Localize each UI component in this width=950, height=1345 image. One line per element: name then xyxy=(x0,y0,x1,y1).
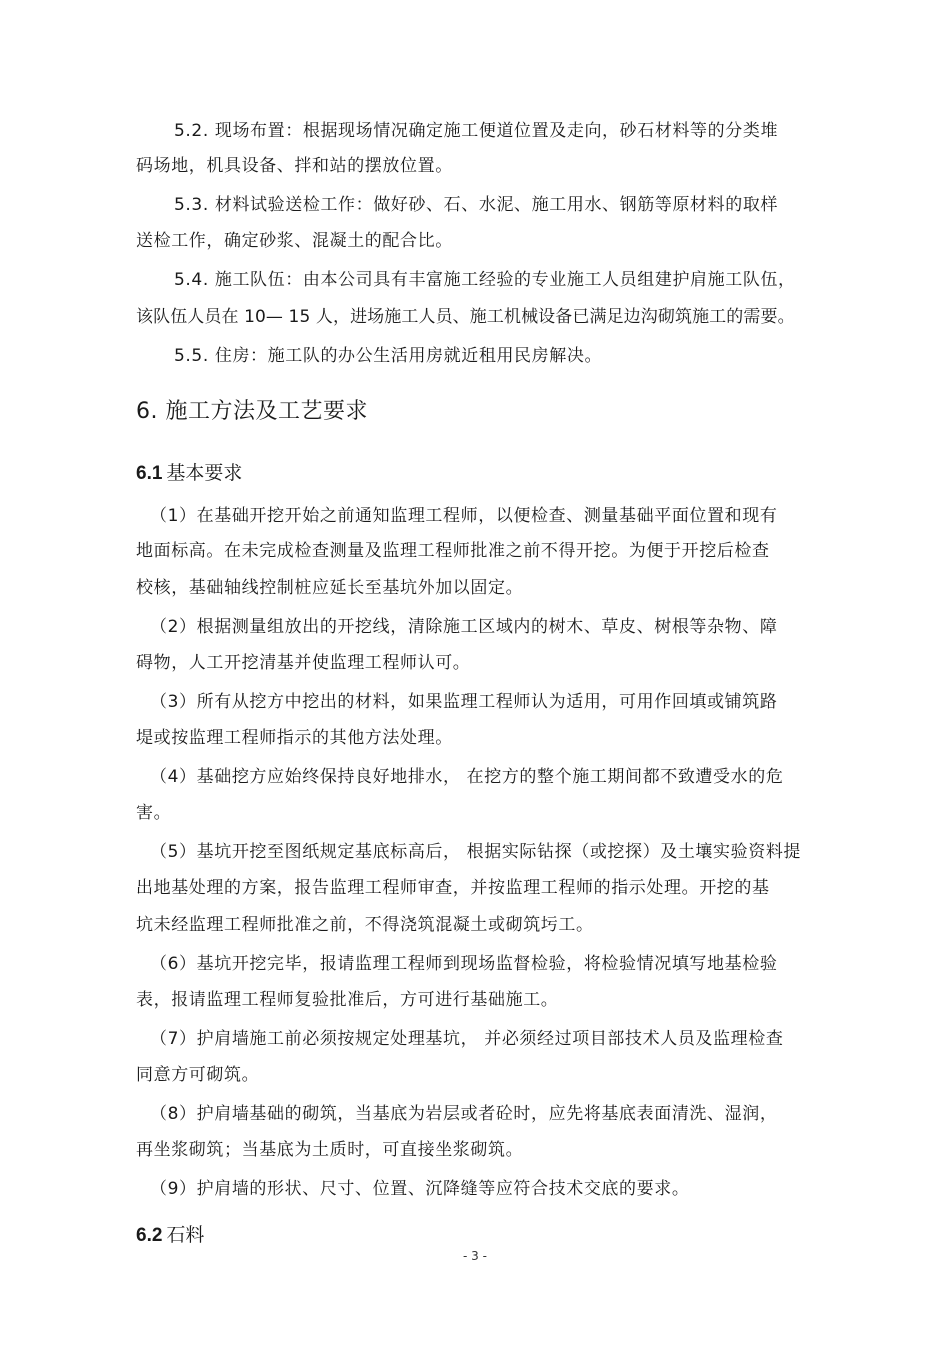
section-heading: 6. 施工方法及工艺要求 xyxy=(136,399,368,424)
text-line: 碍物，人工开挖清基并使监理工程师认可。 xyxy=(136,653,471,673)
text-line: 表，报请监理工程师复验批准后，方可进行基础施工。 xyxy=(136,990,559,1010)
text-line: （5）基坑开挖至图纸规定基底标高后， 根据实际钻探（或挖探）及土壤实验资料提 xyxy=(150,842,802,862)
subsection-heading xyxy=(136,1221,204,1250)
text-line: 5.4. 施工队伍：由本公司具有丰富施工经验的专业施工人员组建护肩施工队伍， xyxy=(174,270,796,290)
text-line: 同意方可砌筑。 xyxy=(136,1065,260,1085)
text-line: 该队伍人员在 10— 15 人，进场施工人员、施工机械设备已满足边沟砌筑施工的需要。 xyxy=(136,307,795,327)
page-number: - 3 - xyxy=(463,1249,487,1263)
text-line: （1）在基础开挖开始之前通知监理工程师，以便检查、测量基础平面位置和现有 xyxy=(150,506,778,526)
subsection-number: 6.1 xyxy=(136,463,163,484)
text-line: 害。 xyxy=(136,803,172,823)
text-line: （6）基坑开挖完毕，报请监理工程师到现场监督检验，将检验情况填写地基检验 xyxy=(150,954,778,974)
subsection-number: 6.2 xyxy=(136,1225,163,1246)
subsection-heading xyxy=(136,459,242,488)
text-line: 堤或按监理工程师指示的其他方法处理。 xyxy=(136,728,453,748)
text-line: 码场地，机具设备、拌和站的摆放位置。 xyxy=(136,156,453,176)
text-line: 地面标高。在未完成检查测量及监理工程师批准之前不得开挖。为便于开挖后检查 xyxy=(136,541,770,561)
text-line: 送检工作，确定砂浆、混凝土的配合比。 xyxy=(136,231,453,251)
text-line: 坑未经监理工程师批准之前，不得浇筑混凝土或砌筑圬工。 xyxy=(136,915,594,935)
text-line: 5.3. 材料试验送检工作：做好砂、石、水泥、施工用水、钢筋等原材料的取样 xyxy=(174,195,779,215)
subsection-title: 石料 xyxy=(166,1224,205,1246)
text-line: （4）基础挖方应始终保持良好地排水， 在挖方的整个施工期间都不致遭受水的危 xyxy=(150,767,784,787)
text-line: 校核，基础轴线控制桩应延长至基坑外加以固定。 xyxy=(136,578,524,598)
text-line: 5.2. 现场布置：根据现场情况确定施工便道位置及走向，砂石材料等的分类堆 xyxy=(174,121,779,141)
text-line: （3）所有从挖方中挖出的材料，如果监理工程师认为适用，可用作回填或铺筑路 xyxy=(150,692,778,712)
text-line: （7）护肩墙施工前必须按规定处理基坑， 并必须经过项目部技术人员及监理检查 xyxy=(150,1029,784,1049)
text-line: 5.5. 住房：施工队的办公生活用房就近租用民房解决。 xyxy=(174,346,603,366)
text-line: 再坐浆砌筑；当基底为土质时，可直接坐浆砌筑。 xyxy=(136,1140,524,1160)
text-line: （2）根据测量组放出的开挖线，清除施工区域内的树木、草皮、树根等杂物、障 xyxy=(150,617,778,637)
text-line: 出地基处理的方案，报告监理工程师审查，并按监理工程师的指示处理。开挖的基 xyxy=(136,878,770,898)
text-line: （9）护肩墙的形状、尺寸、位置、沉降缝等应符合技术交底的要求。 xyxy=(150,1179,690,1199)
subsection-title: 基本要求 xyxy=(166,462,243,484)
text-line: （8）护肩墙基础的砌筑，当基底为岩层或者砼时，应先将基底表面清洗、湿润， xyxy=(150,1104,778,1124)
